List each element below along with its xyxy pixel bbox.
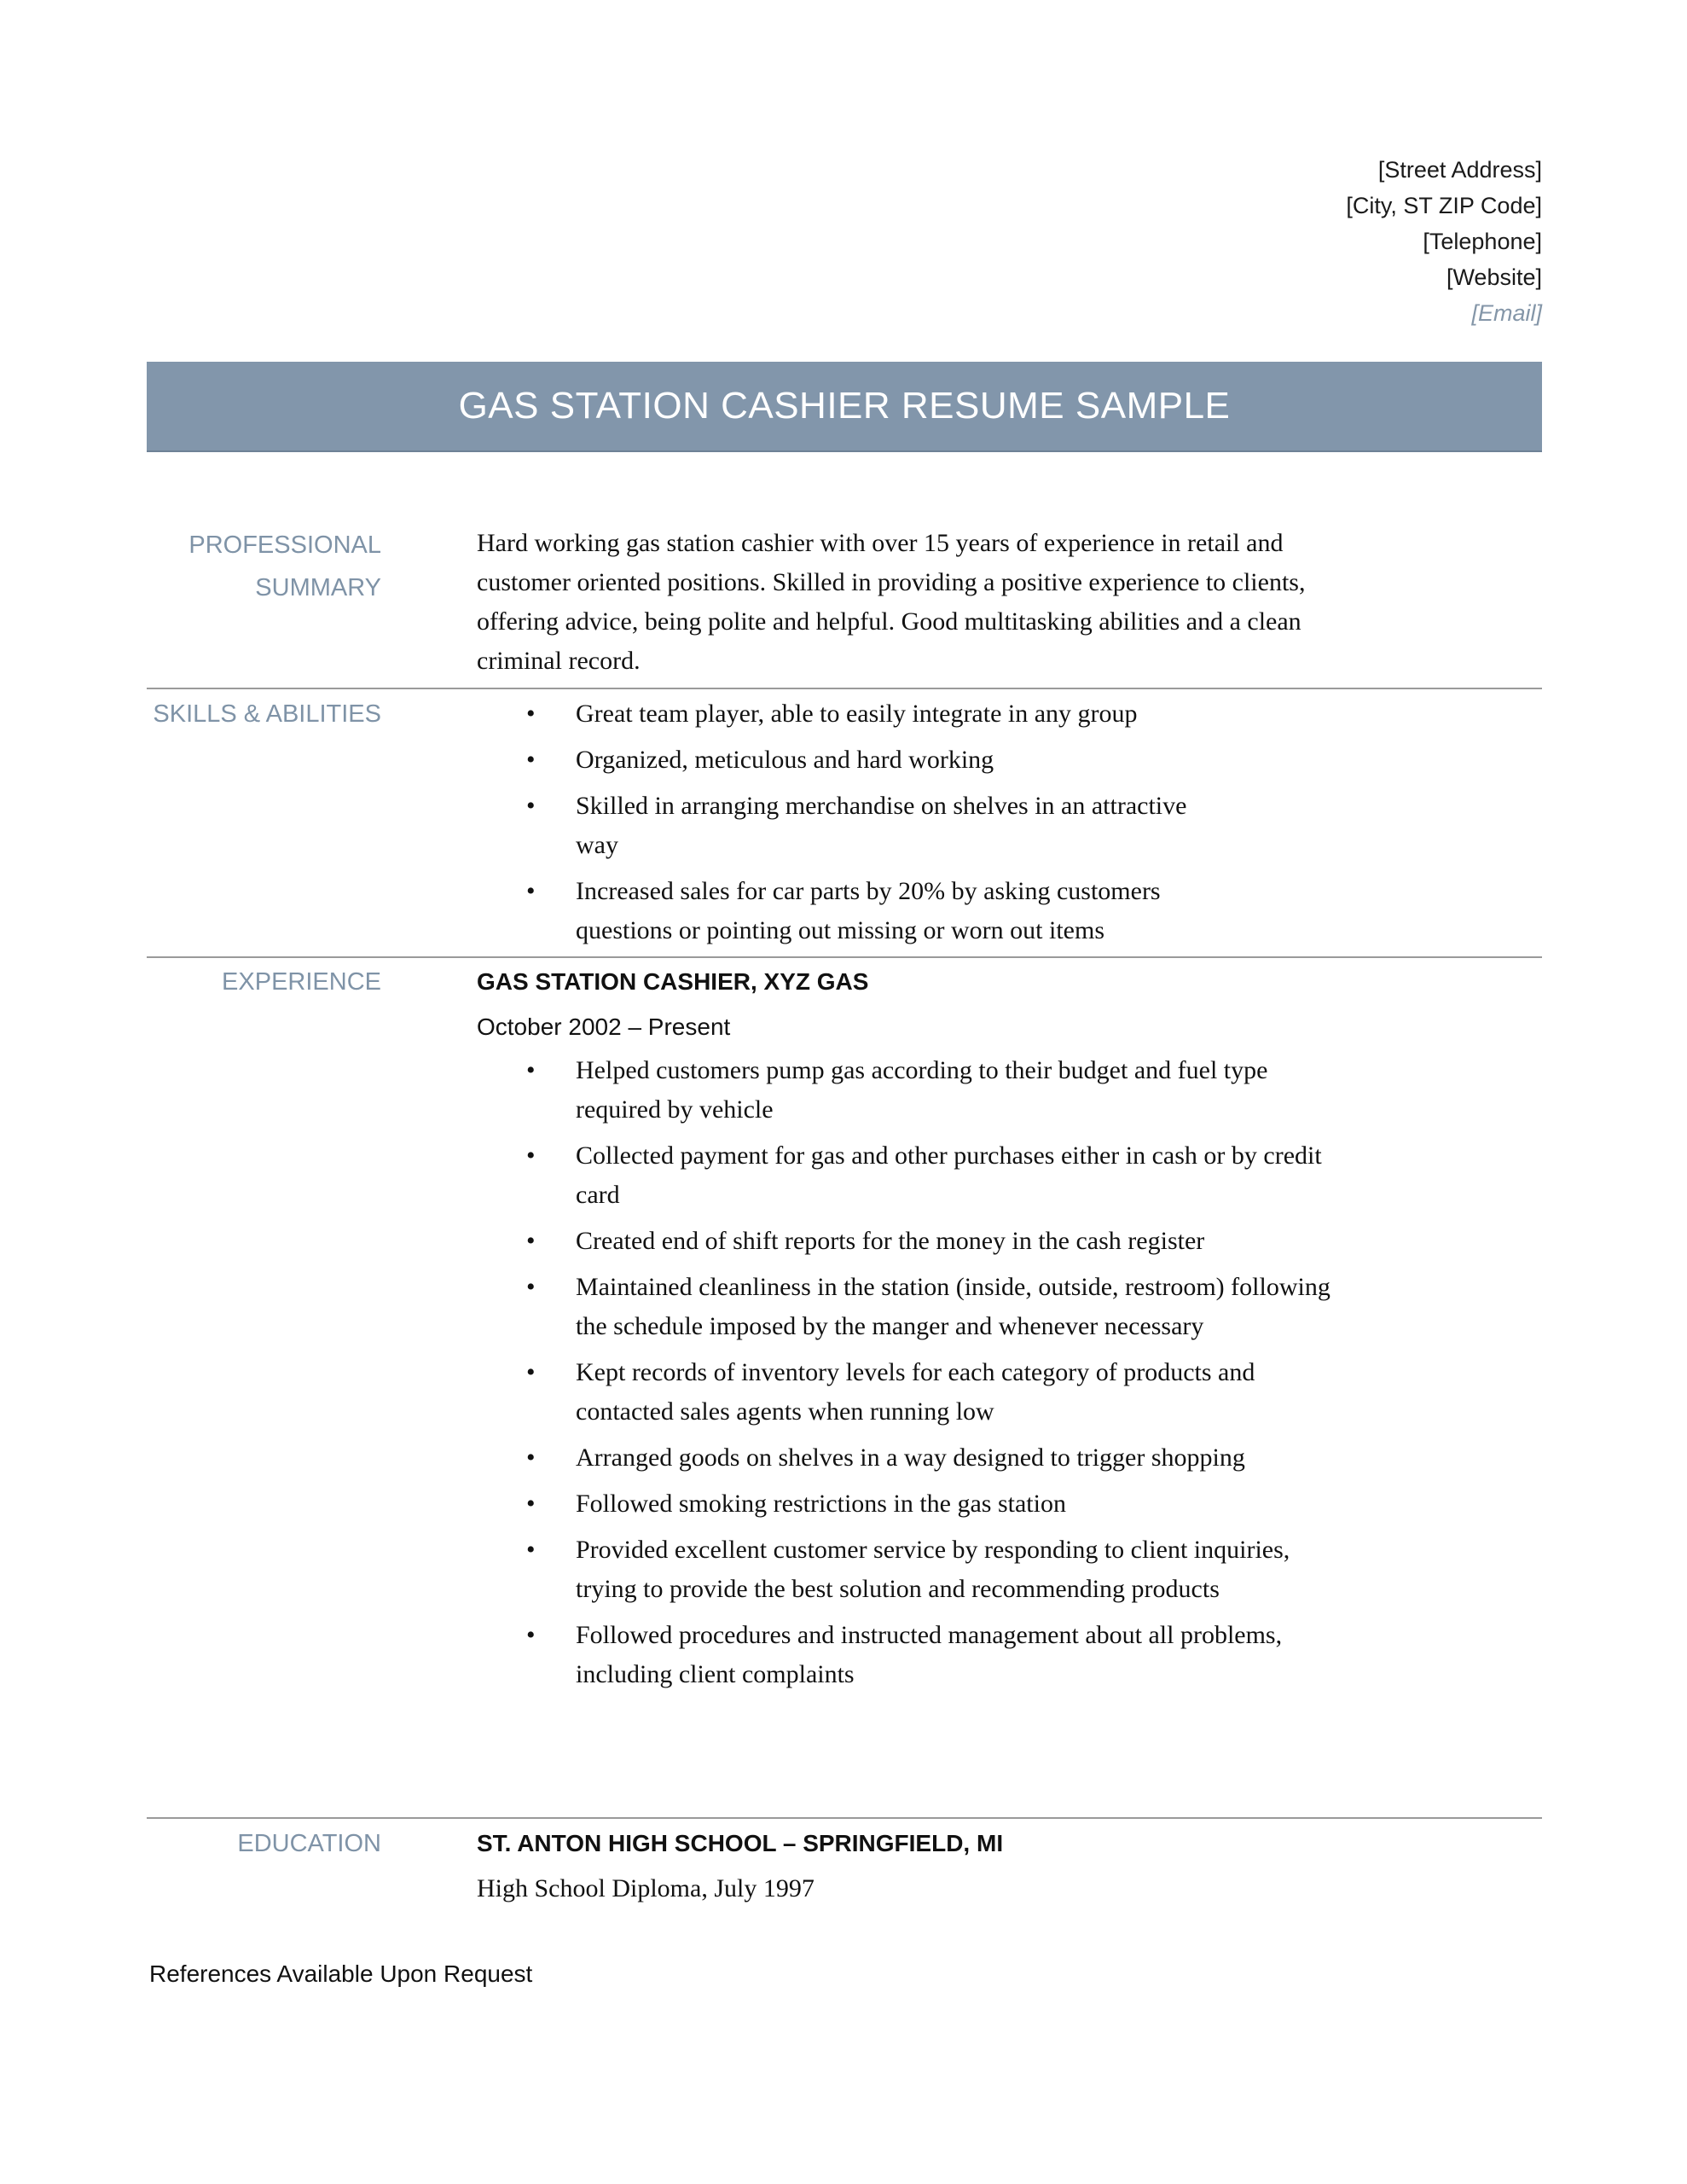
bullet-icon: •	[526, 1621, 536, 1649]
list-item	[477, 872, 1347, 950]
duty-text: Provided excellent customer service by responding to client inquiries, trying to provide the best solution and recommending products	[576, 1536, 1290, 1603]
list-item	[477, 1136, 1347, 1215]
list-item	[477, 1051, 1347, 1130]
references-note: References Available Upon Request	[149, 1960, 533, 1987]
education-label: EDUCATION	[237, 1830, 381, 1857]
skill-text: Organized, meticulous and hard working	[576, 746, 994, 774]
page-title: GAS STATION CASHIER RESUME SAMPLE	[458, 385, 1231, 427]
list-item	[477, 1438, 1347, 1478]
duty-text: Kept records of inventory levels for each category of products and contacted sales agents when running low	[576, 1358, 1255, 1426]
list-item	[477, 1616, 1347, 1694]
bullet-icon: •	[526, 1056, 536, 1084]
list-item	[477, 1531, 1347, 1609]
summary-text: Hard working gas station cashier with over 15 years of experience in retail and customer oriented positions. Skilled in providing a positive experience to clients, offering advice, being polite and helpful. Good multitasking abilities and a clean criminal record.	[477, 529, 1306, 675]
summary-label-line1: PROFESSIONAL	[188, 531, 381, 559]
duty-text: Created end of shift reports for the money in the cash register	[576, 1227, 1205, 1255]
list-item	[477, 1268, 1347, 1346]
skill-text: Increased sales for car parts by 20% by asking customers questions or pointing out missing or worn out items	[576, 877, 1161, 944]
bullet-icon: •	[526, 746, 536, 774]
bullet-icon: •	[526, 1273, 536, 1301]
bullet-icon: •	[526, 1227, 536, 1255]
skill-text: Skilled in arranging merchandise on shelves in an attractive way	[576, 792, 1187, 859]
skill-text: Great team player, able to easily integrate in any group	[576, 700, 1138, 728]
bullet-icon: •	[526, 1358, 536, 1386]
summary-label	[147, 524, 381, 609]
telephone: [Telephone]	[1423, 229, 1542, 254]
duty-text: Followed smoking restrictions in the gas station	[576, 1490, 1066, 1518]
email: [Email]	[1471, 300, 1542, 326]
bullet-icon: •	[526, 877, 536, 905]
summary-label-line2: SUMMARY	[255, 574, 381, 601]
website: [Website]	[1446, 264, 1542, 290]
divider	[147, 688, 1542, 689]
list-item	[477, 1353, 1347, 1432]
school-name: ST. ANTON HIGH SCHOOL – SPRINGFIELD, MI	[477, 1830, 1004, 1856]
divider	[147, 1817, 1542, 1819]
bullet-icon: •	[526, 1536, 536, 1564]
education-body	[477, 1822, 1347, 1913]
contact-block	[1346, 152, 1542, 331]
list-item	[477, 787, 1347, 865]
bullet-icon: •	[526, 1443, 536, 1472]
job-title: GAS STATION CASHIER, XYZ GAS	[477, 968, 869, 995]
bullet-icon: •	[526, 700, 536, 728]
list-item	[477, 694, 1347, 734]
street-address: [Street Address]	[1377, 157, 1542, 183]
bullet-icon: •	[526, 792, 536, 820]
duty-text: Collected payment for gas and other purchases either in cash or by credit card	[576, 1141, 1322, 1209]
skills-list	[477, 694, 1347, 950]
title-bar	[147, 362, 1542, 452]
skills-list-wrap	[477, 694, 1347, 957]
job-dates: October 2002 – Present	[477, 1014, 731, 1040]
duty-text: Helped customers pump gas according to their budget and fuel type required by vehicle	[576, 1056, 1268, 1124]
experience-list	[477, 1051, 1347, 1694]
bullet-icon: •	[526, 1490, 536, 1518]
degree: High School Diploma, July 1997	[477, 1874, 815, 1902]
list-item	[477, 1222, 1347, 1261]
duty-text: Maintained cleanliness in the station (inside, outside, restroom) following the schedule imposed by the manger and whenever necessary	[576, 1273, 1330, 1340]
bullet-icon: •	[526, 1141, 536, 1170]
experience-label: EXPERIENCE	[222, 968, 381, 996]
duty-text: Arranged goods on shelves in a way designed to trigger shopping	[576, 1443, 1245, 1472]
list-item	[477, 1484, 1347, 1524]
divider	[147, 956, 1542, 958]
duty-text: Followed procedures and instructed management about all problems, including client complaints	[576, 1621, 1283, 1688]
skills-label: SKILLS & ABILITIES	[153, 700, 381, 728]
city-state-zip: [City, ST ZIP Code]	[1346, 193, 1542, 218]
list-item	[477, 741, 1347, 780]
experience-body	[477, 961, 1347, 1701]
